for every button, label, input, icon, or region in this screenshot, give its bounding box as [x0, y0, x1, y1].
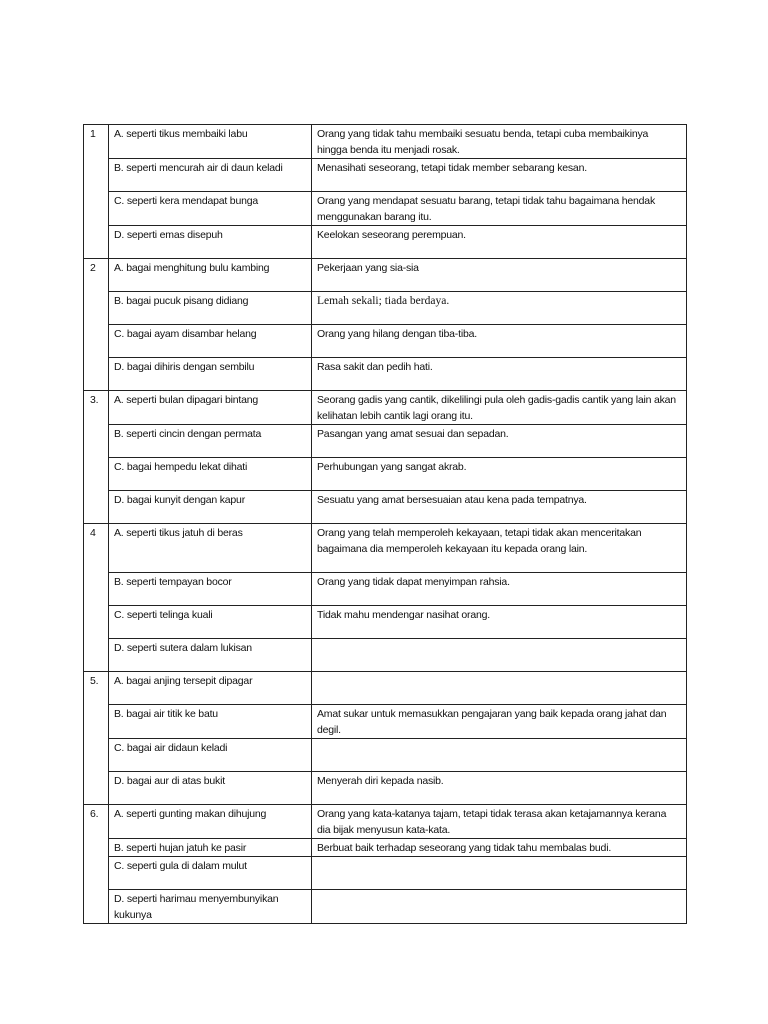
maksud-cell: Menasihati seseorang, tetapi tidak member sebarang kesan.	[312, 159, 687, 192]
table-row	[84, 739, 687, 772]
peribahasa-cell: A. bagai anjing tersepit dipagar	[109, 672, 312, 705]
peribahasa-cell: A. seperti tikus membaiki labu	[109, 125, 312, 159]
peribahasa-cell: C. bagai hempedu lekat dihati	[109, 458, 312, 491]
maksud-cell: Orang yang kata-katanya tajam, tetapi tidak terasa akan ketajamannya kerana dia bijak menyusun kata-kata.	[312, 805, 687, 839]
table-row	[84, 705, 687, 739]
maksud-cell: Keelokan seseorang perempuan.	[312, 226, 687, 259]
peribahasa-cell: C. bagai ayam disambar helang	[109, 325, 312, 358]
maksud-cell	[312, 739, 687, 772]
peribahasa-cell: B. seperti hujan jatuh ke pasir	[109, 839, 312, 857]
group-number: 5.	[84, 672, 109, 805]
peribahasa-cell: B. bagai pucuk pisang didiang	[109, 292, 312, 325]
maksud-cell: Orang yang telah memperoleh kekayaan, tetapi tidak akan menceritakan bagaimana dia memperoleh kekayaan itu kepada orang lain.	[312, 524, 687, 573]
peribahasa-cell: B. seperti tempayan bocor	[109, 573, 312, 606]
table-row	[84, 391, 687, 425]
table-row	[84, 573, 687, 606]
peribahasa-cell: C. seperti gula di dalam mulut	[109, 857, 312, 890]
maksud-cell	[312, 639, 687, 672]
table-row	[84, 325, 687, 358]
table-row	[84, 672, 687, 705]
group-number: 4	[84, 524, 109, 672]
table-row	[84, 259, 687, 292]
peribahasa-cell: B. bagai air titik ke batu	[109, 705, 312, 739]
maksud-cell: Amat sukar untuk memasukkan pengajaran yang baik kepada orang jahat dan degil.	[312, 705, 687, 739]
table-row	[84, 839, 687, 857]
peribahasa-cell: C. seperti telinga kuali	[109, 606, 312, 639]
peribahasa-table	[83, 124, 687, 924]
peribahasa-cell: C. seperti kera mendapat bunga	[109, 192, 312, 226]
table-row	[84, 192, 687, 226]
peribahasa-cell: C. bagai air didaun keladi	[109, 739, 312, 772]
peribahasa-cell: D. bagai aur di atas bukit	[109, 772, 312, 805]
group-number: 2	[84, 259, 109, 391]
table-row	[84, 524, 687, 573]
maksud-cell: Orang yang hilang dengan tiba-tiba.	[312, 325, 687, 358]
peribahasa-cell: D. bagai dihiris dengan sembilu	[109, 358, 312, 391]
peribahasa-cell: D. bagai kunyit dengan kapur	[109, 491, 312, 524]
table-row	[84, 491, 687, 524]
maksud-cell: Orang yang mendapat sesuatu barang, tetapi tidak tahu bagaimana hendak menggunakan barang itu.	[312, 192, 687, 226]
maksud-cell: Pasangan yang amat sesuai dan sepadan.	[312, 425, 687, 458]
group-number: 6.	[84, 805, 109, 924]
peribahasa-cell: B. seperti mencurah air di daun keladi	[109, 159, 312, 192]
maksud-cell	[312, 857, 687, 890]
maksud-cell: Seorang gadis yang cantik, dikelilingi pula oleh gadis-gadis cantik yang lain akan kelihatan lebih cantik lagi orang itu.	[312, 391, 687, 425]
maksud-cell	[312, 672, 687, 705]
maksud-cell: Rasa sakit dan pedih hati.	[312, 358, 687, 391]
peribahasa-cell: D. seperti emas disepuh	[109, 226, 312, 259]
table-row	[84, 125, 687, 159]
table-row	[84, 358, 687, 391]
table-row	[84, 890, 687, 924]
table-row	[84, 226, 687, 259]
peribahasa-cell: D. seperti harimau menyembunyikan kukunya	[109, 890, 312, 924]
peribahasa-cell: D. seperti sutera dalam lukisan	[109, 639, 312, 672]
maksud-cell: Pekerjaan yang sia-sia	[312, 259, 687, 292]
maksud-cell: Orang yang tidak tahu membaiki sesuatu benda, tetapi cuba membaikinya hingga benda itu menjadi rosak.	[312, 125, 687, 159]
maksud-cell: Berbuat baik terhadap seseorang yang tidak tahu membalas budi.	[312, 839, 687, 857]
group-number: 3.	[84, 391, 109, 524]
maksud-cell: Perhubungan yang sangat akrab.	[312, 458, 687, 491]
maksud-cell: Sesuatu yang amat bersesuaian atau kena pada tempatnya.	[312, 491, 687, 524]
maksud-cell: Tidak mahu mendengar nasihat orang.	[312, 606, 687, 639]
maksud-cell: Lemah sekali; tiada berdaya.	[312, 292, 687, 325]
table-row	[84, 606, 687, 639]
table-row	[84, 159, 687, 192]
maksud-cell	[312, 890, 687, 924]
peribahasa-cell: A. seperti gunting makan dihujung	[109, 805, 312, 839]
table-row	[84, 292, 687, 325]
table-row	[84, 772, 687, 805]
table-row	[84, 458, 687, 491]
peribahasa-cell: A. bagai menghitung bulu kambing	[109, 259, 312, 292]
peribahasa-cell: B. seperti cincin dengan permata	[109, 425, 312, 458]
table-row	[84, 425, 687, 458]
table-row	[84, 805, 687, 839]
peribahasa-cell: A. seperti tikus jatuh di beras	[109, 524, 312, 573]
group-number: 1	[84, 125, 109, 259]
table-row	[84, 857, 687, 890]
maksud-cell: Orang yang tidak dapat menyimpan rahsia.	[312, 573, 687, 606]
table-row	[84, 639, 687, 672]
maksud-cell: Menyerah diri kepada nasib.	[312, 772, 687, 805]
peribahasa-cell: A. seperti bulan dipagari bintang	[109, 391, 312, 425]
